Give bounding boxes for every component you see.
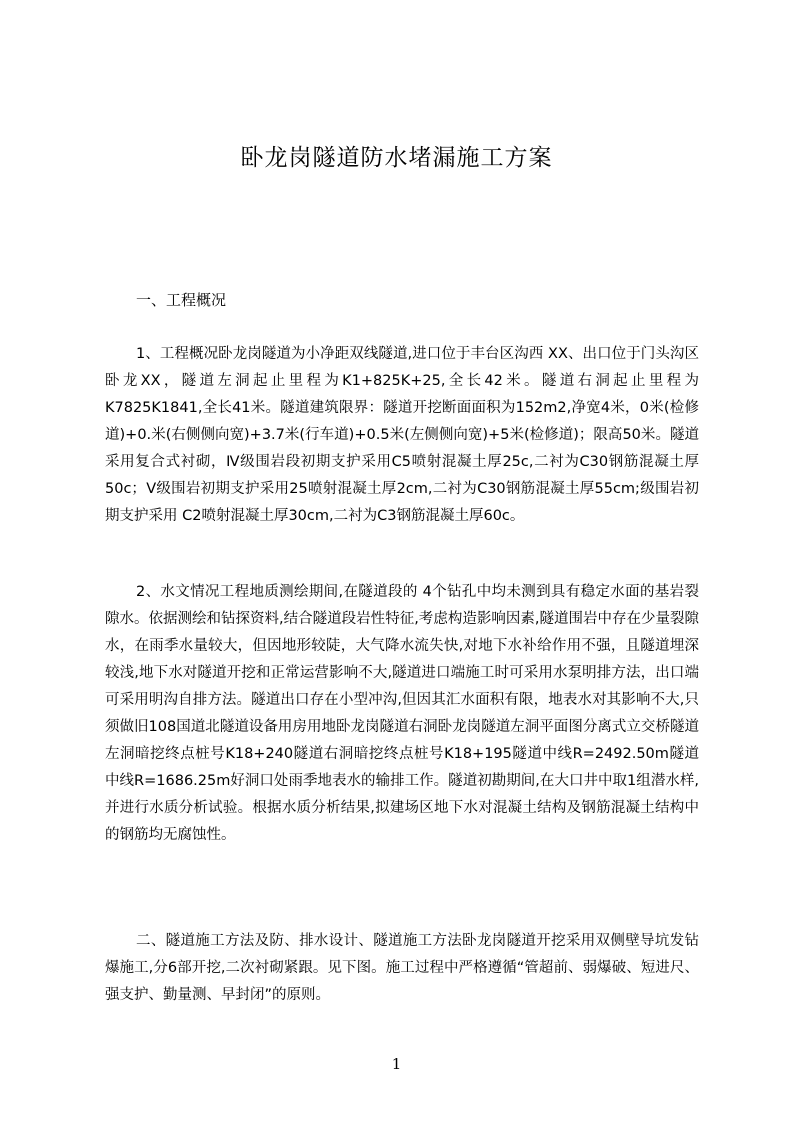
document-title: 卧龙岗隧道防水堵漏施工方案 [240,145,553,171]
paragraph-hydrology: 2、水文情况工程地质测绘期间,在隧道段的 4个钻孔中均未测到具有稳定水面的基岩裂隙水。依据测绘和钻探资料,结合隧道段岩性特征,考虑构造影响因素,隧道围岩中存在少量裂隙水，在雨季水量较大，但因地形较陡，大气降水流失快,对地下水补给作用不强，且隧道埋深较浅,地下水对隧道开挖和正常运营影响不大,隧道进口端施工时可采用水泵明排方法，出口端可采用明沟自排方法。隧道出口存在小型冲沟,但因其汇水面积有限，地表水对其影响不大,只须做旧108国道北隧道设备用房用地卧龙岗隧道右洞卧龙岗隧道左洞平面图分离式立交桥隧道左洞暗挖终点桩号K18+240隧道右洞暗挖终点桩号K18+195隧道中线R=2492.50m隧道中线R=1686.25m好洞口处雨季地表水的输排工作。隧道初勘期间,在大口井中取1组潜水样,并进行水质分析试验。根据水质分析结果,拟建场区地下水对混凝土结构及钢筋混凝土结构中的钢筋均无腐蚀性。 [105,584,699,843]
page-number: 1 [391,1055,402,1073]
paragraph-project-overview: 1、工程概况卧龙岗隧道为小净距双线隧道,进口位于丰台区沟西 XX、出口位于门头沟区卧龙XX，隧道左洞起止里程为K1+825K+25,全长42米。隧道右洞起止里程为K7825K1841,全长41米。隧道建筑限界：隧道开挖断面面积为152m2,净宽4米，0米(检修道)+0.米(右侧侧向宽)+3.7米(行车道)+0.5米(左侧侧向宽)+5米(检修道)；限高50米。隧道采用复合式衬砌，Ⅳ级围岩段初期支护采用C5喷射混凝土厚25c,二衬为C30钢筋混凝土厚50c；Ⅴ级围岩初期支护采用25喷射混凝土厚2cm,二衬为C30钢筋混凝土厚55cm;级围岩初期支护采用 C2喷射混凝土厚30cm,二衬为C3钢筋混凝土厚60c。 [105,346,699,524]
paragraph-construction-method: 二、隧道施工方法及防、排水设计、隧道施工方法卧龙岗隧道开挖采用双侧壁导坑发钻爆施工,分6部开挖,二次衬砌紧跟。见下图。施工过程中严格遵循“管超前、弱爆破、短进尺、强支护、勤量测、早封闭”的原则。 [105,933,699,1003]
section-heading-project-overview: 一、工程概况 [136,291,227,309]
